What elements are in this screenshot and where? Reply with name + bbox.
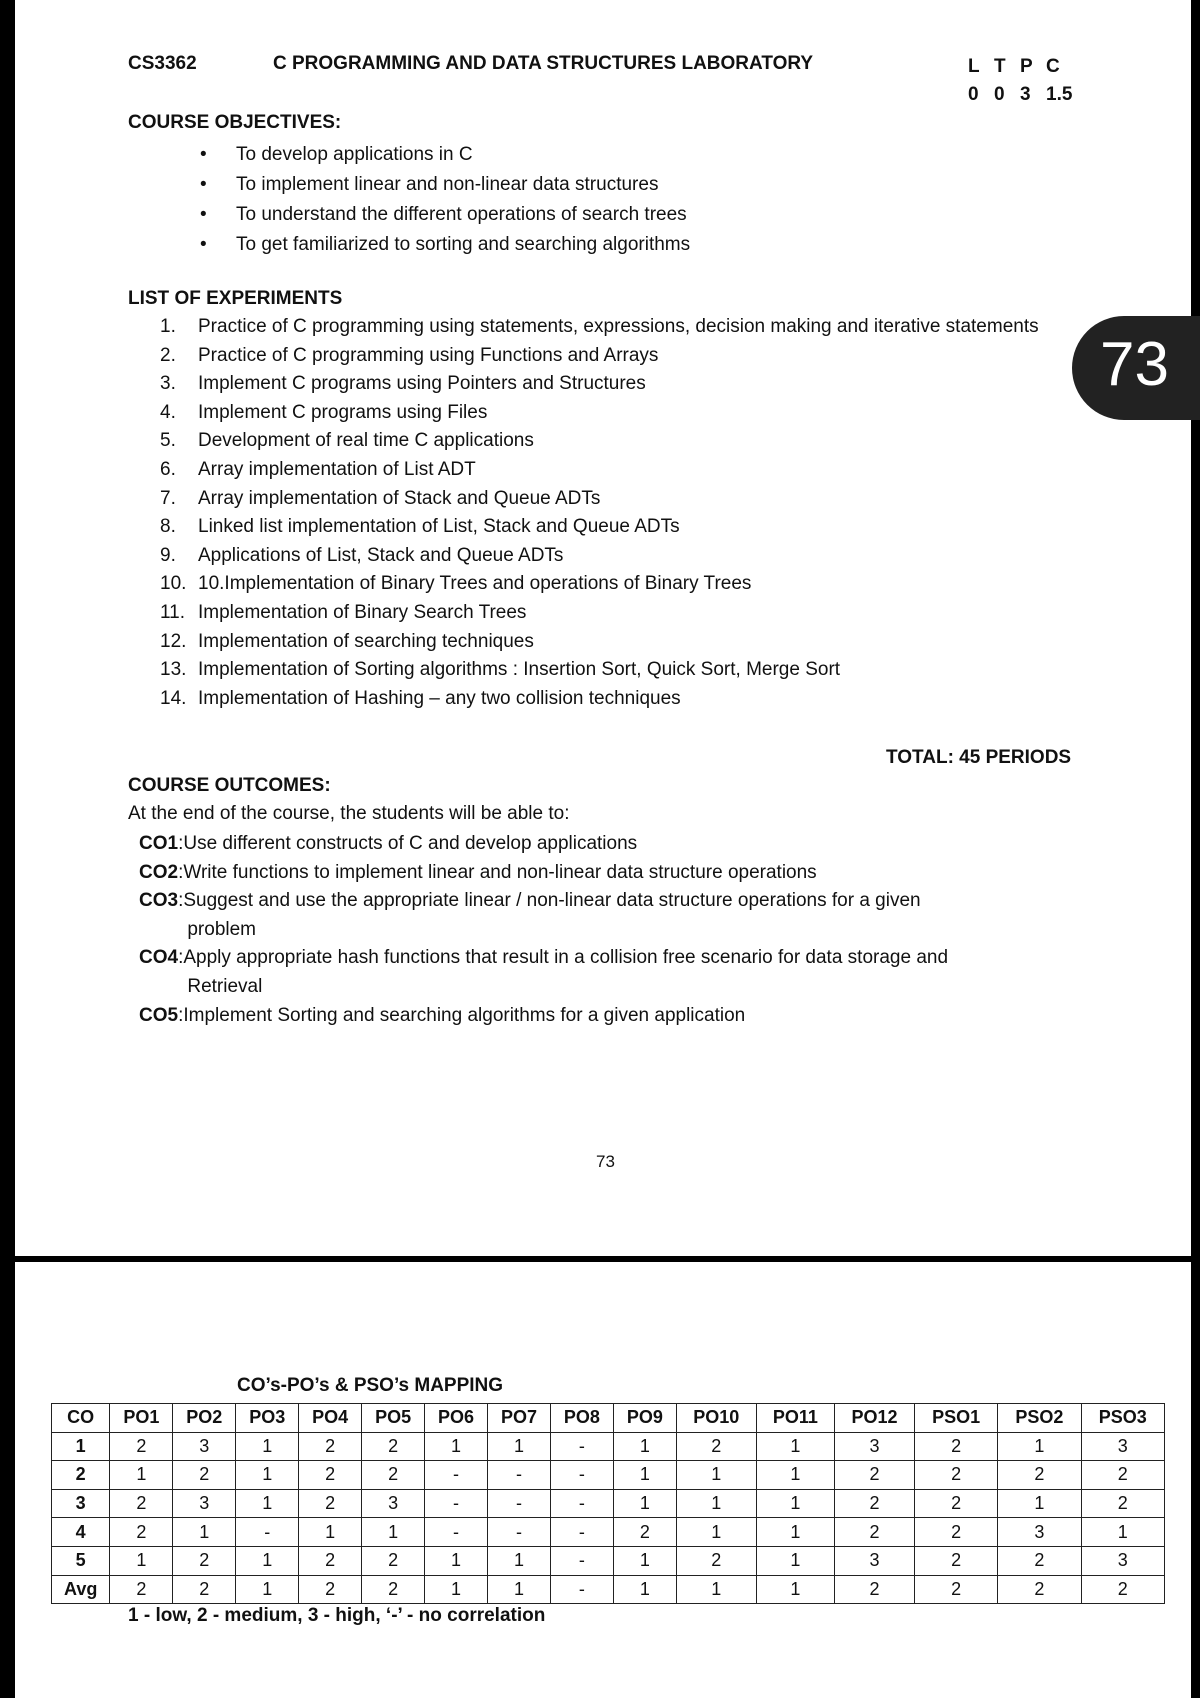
table-cell: - xyxy=(487,1518,550,1547)
row-label-cell: 2 xyxy=(52,1461,110,1490)
table-cell: 1 xyxy=(236,1489,299,1518)
experiment-item xyxy=(160,513,1060,542)
table-row xyxy=(52,1461,1165,1490)
table-cell: 2 xyxy=(1081,1461,1164,1490)
experiment-number: 13. xyxy=(160,659,187,681)
ltpc-labels xyxy=(968,53,1072,81)
experiment-number: 5. xyxy=(160,430,176,452)
table-cell: 2 xyxy=(914,1518,997,1547)
table-cell: 2 xyxy=(173,1575,236,1604)
row-label-cell: 1 xyxy=(52,1432,110,1461)
table-cell: 2 xyxy=(299,1546,362,1575)
experiment-item xyxy=(160,456,1060,485)
experiment-number: 12. xyxy=(160,630,187,652)
mapping-title: CO’s-PO’s & PSO’s MAPPING xyxy=(237,1375,504,1396)
table-cell: 2 xyxy=(834,1489,914,1518)
mapping-header-cell: PO1 xyxy=(110,1404,173,1433)
table-cell: 2 xyxy=(299,1489,362,1518)
ltpc-label: C xyxy=(1046,56,1060,77)
table-cell: 1 xyxy=(299,1518,362,1547)
table-cell: 2 xyxy=(299,1575,362,1604)
experiment-number: 11. xyxy=(160,601,186,623)
table-cell: - xyxy=(550,1432,613,1461)
table-cell: 2 xyxy=(914,1489,997,1518)
table-cell: 2 xyxy=(1081,1489,1164,1518)
table-cell: 1 xyxy=(236,1461,299,1490)
outcome-line: Suggest and use the appropriate linear / non-linear data structure operations for a given xyxy=(183,890,921,912)
course-code: CS3362 xyxy=(128,53,197,74)
experiment-text: Implementation of searching techniques xyxy=(198,630,534,652)
table-cell: 2 xyxy=(914,1432,997,1461)
outcome-line: Implement Sorting and searching algorithms for a given application xyxy=(183,1004,746,1026)
table-row xyxy=(52,1432,1165,1461)
ltpc-label: P xyxy=(1020,56,1033,77)
table-cell: - xyxy=(550,1489,613,1518)
table-row xyxy=(52,1489,1165,1518)
table-cell: 1 xyxy=(487,1432,550,1461)
left-border xyxy=(0,0,15,1698)
experiment-item xyxy=(160,399,1060,428)
table-cell: 3 xyxy=(1081,1432,1164,1461)
objective-item xyxy=(200,230,690,260)
outcome-item xyxy=(139,1002,1085,1031)
table-cell: 2 xyxy=(914,1575,997,1604)
outcome-item xyxy=(139,859,1085,888)
table-cell: 3 xyxy=(834,1546,914,1575)
table-cell: 1 xyxy=(756,1432,834,1461)
table-cell: 2 xyxy=(676,1546,756,1575)
mapping-header-cell: PO6 xyxy=(425,1404,488,1433)
experiment-item xyxy=(160,656,1060,685)
table-cell: 1 xyxy=(613,1546,676,1575)
outcome-item xyxy=(139,944,1085,1001)
table-cell: 2 xyxy=(1081,1575,1164,1604)
experiment-number: 3. xyxy=(160,373,176,395)
experiment-text: Practice of C programming using Functions and Arrays xyxy=(198,344,659,366)
table-cell: 1 xyxy=(425,1546,488,1575)
table-cell: 2 xyxy=(110,1489,173,1518)
outcome-separator: : xyxy=(178,1004,184,1026)
table-cell: - xyxy=(487,1461,550,1490)
table-cell: 3 xyxy=(362,1489,425,1518)
table-cell: 1 xyxy=(425,1575,488,1604)
experiment-item xyxy=(160,599,1060,628)
table-row xyxy=(52,1575,1165,1604)
outcome-code: CO1 xyxy=(139,833,179,854)
ltpc-value: 0 xyxy=(994,84,1005,105)
ltpc-label: T xyxy=(994,56,1006,77)
table-cell: 1 xyxy=(756,1518,834,1547)
outcome-line-continued: Retrieval xyxy=(187,975,263,997)
table-cell: 1 xyxy=(236,1575,299,1604)
objective-text: To get familiarized to sorting and searching algorithms xyxy=(236,234,691,255)
table-cell: 1 xyxy=(756,1489,834,1518)
table-cell: - xyxy=(236,1518,299,1547)
table-cell: - xyxy=(487,1489,550,1518)
experiment-item xyxy=(160,570,1060,599)
mapping-header-cell: PO9 xyxy=(613,1404,676,1433)
experiment-item xyxy=(160,370,1060,399)
table-cell: 1 xyxy=(998,1489,1081,1518)
objectives-heading: COURSE OBJECTIVES: xyxy=(128,112,342,133)
table-cell: 1 xyxy=(110,1461,173,1490)
outcome-text xyxy=(183,944,1085,1001)
experiment-item xyxy=(160,427,1060,456)
table-cell: - xyxy=(425,1489,488,1518)
table-cell: - xyxy=(550,1575,613,1604)
table-cell: 2 xyxy=(362,1575,425,1604)
table-cell: 2 xyxy=(998,1575,1081,1604)
experiments-list xyxy=(160,313,1060,713)
experiment-text: Implement C programs using Pointers and Structures xyxy=(198,373,646,395)
objective-text: To understand the different operations of search trees xyxy=(236,204,687,225)
table-cell: 1 xyxy=(1081,1518,1164,1547)
table-cell: 2 xyxy=(998,1546,1081,1575)
outcome-line: Apply appropriate hash functions that result in a collision free scenario for data storage and xyxy=(183,947,949,969)
table-cell: 2 xyxy=(914,1461,997,1490)
table-cell: 3 xyxy=(173,1489,236,1518)
outcome-line: Use different constructs of C and develop applications xyxy=(183,833,638,854)
row-label-cell: Avg xyxy=(52,1575,110,1604)
table-cell: 2 xyxy=(110,1432,173,1461)
experiment-item xyxy=(160,485,1060,514)
mapping-header-cell: PSO1 xyxy=(914,1404,997,1433)
experiment-number: 4. xyxy=(160,401,176,423)
experiment-text: Implementation of Hashing – any two collision techniques xyxy=(198,687,681,709)
outcome-line: Write functions to implement linear and non-linear data structure operations xyxy=(183,861,817,883)
ltpc-values xyxy=(968,81,1072,109)
table-cell: 1 xyxy=(236,1432,299,1461)
row-label-cell: 3 xyxy=(52,1489,110,1518)
outcome-separator: : xyxy=(178,890,184,912)
experiment-item xyxy=(160,628,1060,657)
table-cell: 1 xyxy=(998,1432,1081,1461)
ltpc-label: L xyxy=(968,56,980,77)
table-cell: 2 xyxy=(110,1575,173,1604)
table-cell: 3 xyxy=(998,1518,1081,1547)
experiment-number: 8. xyxy=(160,516,176,538)
table-cell: 2 xyxy=(173,1546,236,1575)
mapping-header-cell: PSO2 xyxy=(998,1404,1081,1433)
outcomes-list xyxy=(139,830,1085,1030)
table-cell: - xyxy=(550,1461,613,1490)
table-cell: 1 xyxy=(613,1575,676,1604)
outcome-separator: : xyxy=(178,833,184,854)
mapping-header-cell: PO5 xyxy=(362,1404,425,1433)
outcome-item xyxy=(139,830,1085,859)
table-cell: 1 xyxy=(756,1461,834,1490)
table-cell: 1 xyxy=(110,1546,173,1575)
experiment-text: 10.Implementation of Binary Trees and operations of Binary Trees xyxy=(198,573,752,595)
objective-item xyxy=(200,140,690,170)
table-cell: 1 xyxy=(173,1518,236,1547)
table-cell: - xyxy=(550,1518,613,1547)
row-label-cell: 4 xyxy=(52,1518,110,1547)
outcomes-intro: At the end of the course, the students will be able to: xyxy=(128,803,570,824)
outcome-text xyxy=(183,859,1085,888)
outcome-code: CO4 xyxy=(139,947,179,969)
table-cell: 1 xyxy=(676,1461,756,1490)
table-cell: 3 xyxy=(173,1432,236,1461)
experiment-number: 9. xyxy=(160,544,176,566)
ltpc-value: 0 xyxy=(968,84,979,105)
objective-item xyxy=(200,200,690,230)
experiment-number: 14. xyxy=(160,687,187,709)
table-cell: 2 xyxy=(362,1461,425,1490)
experiment-number: 1. xyxy=(160,316,176,337)
experiment-item xyxy=(160,313,1060,342)
objective-item xyxy=(200,170,690,200)
experiment-text: Implement C programs using Files xyxy=(198,401,488,423)
table-cell: 2 xyxy=(998,1461,1081,1490)
objective-text: To implement linear and non-linear data structures xyxy=(236,174,659,195)
table-cell: - xyxy=(425,1461,488,1490)
table-cell: 2 xyxy=(834,1461,914,1490)
mapping-header-cell: PO4 xyxy=(299,1404,362,1433)
ltpc-block xyxy=(968,53,1072,109)
table-cell: 2 xyxy=(834,1575,914,1604)
table-cell: 1 xyxy=(756,1546,834,1575)
table-cell: 1 xyxy=(487,1546,550,1575)
mapping-header-cell: CO xyxy=(52,1404,110,1433)
experiment-number: 2. xyxy=(160,344,176,366)
table-cell: 2 xyxy=(110,1518,173,1547)
page-tab-number: 73 xyxy=(1100,330,1169,399)
table-cell: 1 xyxy=(487,1575,550,1604)
table-cell: 1 xyxy=(613,1432,676,1461)
table-cell: 1 xyxy=(236,1546,299,1575)
table-cell: - xyxy=(425,1518,488,1547)
outcome-code: CO5 xyxy=(139,1004,179,1026)
outcome-item xyxy=(139,887,1085,944)
mapping-header-cell: PO11 xyxy=(756,1404,834,1433)
outcome-separator: : xyxy=(178,947,184,969)
mapping-legend: 1 - low, 2 - medium, 3 - high, ‘-’ - no correlation xyxy=(128,1605,546,1626)
outcome-code: CO3 xyxy=(139,890,179,912)
mapping-header-cell: PO3 xyxy=(236,1404,299,1433)
mapping-header-cell: PO12 xyxy=(834,1404,914,1433)
table-cell: 1 xyxy=(676,1489,756,1518)
page-number: 73 xyxy=(596,1152,615,1171)
experiment-text: Applications of List, Stack and Queue ADTs xyxy=(198,544,564,566)
experiment-number: 7. xyxy=(160,487,176,509)
experiment-text: Development of real time C applications xyxy=(198,430,534,452)
outcome-line-continued: problem xyxy=(187,918,257,940)
table-cell: 1 xyxy=(676,1575,756,1604)
table-cell: 2 xyxy=(362,1546,425,1575)
ltpc-value: 1.5 xyxy=(1046,84,1073,105)
experiment-item xyxy=(160,685,1060,714)
mapping-table xyxy=(51,1403,1165,1604)
table-cell: 2 xyxy=(676,1432,756,1461)
outcome-text xyxy=(183,1002,1085,1031)
bullet-icon: • xyxy=(200,144,207,165)
table-cell: 2 xyxy=(362,1432,425,1461)
outcomes-heading: COURSE OUTCOMES: xyxy=(128,775,331,796)
table-cell: 1 xyxy=(613,1461,676,1490)
experiment-text: Implementation of Sorting algorithms : Insertion Sort, Quick Sort, Merge Sort xyxy=(198,659,841,681)
objective-text: To develop applications in C xyxy=(236,144,473,165)
ltpc-value: 3 xyxy=(1020,84,1031,105)
mapping-header-row xyxy=(52,1404,1165,1433)
table-row xyxy=(52,1546,1165,1575)
table-cell: 1 xyxy=(362,1518,425,1547)
table-row xyxy=(52,1518,1165,1547)
bullet-icon: • xyxy=(200,204,207,225)
table-cell: 2 xyxy=(914,1546,997,1575)
experiments-heading: LIST OF EXPERIMENTS xyxy=(128,288,343,309)
mapping-header-cell: PO7 xyxy=(487,1404,550,1433)
experiment-number: 10. xyxy=(160,573,187,595)
table-cell: 3 xyxy=(1081,1546,1164,1575)
experiment-text: Array implementation of Stack and Queue ADTs xyxy=(198,487,601,509)
mapping-header-cell: PO2 xyxy=(173,1404,236,1433)
table-cell: 2 xyxy=(834,1518,914,1547)
bullet-icon: • xyxy=(200,234,207,255)
mapping-header-cell: PO8 xyxy=(550,1404,613,1433)
mapping-header-cell: PSO3 xyxy=(1081,1404,1164,1433)
table-cell: 1 xyxy=(425,1432,488,1461)
experiment-text: Linked list implementation of List, Stack and Queue ADTs xyxy=(198,516,680,538)
experiment-item xyxy=(160,342,1060,371)
table-cell: 2 xyxy=(173,1461,236,1490)
experiment-text: Array implementation of List ADT xyxy=(198,458,476,480)
table-cell: 2 xyxy=(613,1518,676,1547)
page-tab xyxy=(1072,316,1200,420)
objectives-list xyxy=(200,140,690,260)
table-cell: 1 xyxy=(756,1575,834,1604)
table-cell: 1 xyxy=(676,1518,756,1547)
outcome-separator: : xyxy=(178,861,184,883)
mapping-header-cell: PO10 xyxy=(676,1404,756,1433)
experiment-text: Implementation of Binary Search Trees xyxy=(198,601,527,623)
outcome-text xyxy=(183,887,1085,944)
experiment-text: Practice of C programming using statements, expressions, decision making and iterative statements xyxy=(198,316,1039,337)
row-label-cell: 5 xyxy=(52,1546,110,1575)
table-cell: 1 xyxy=(613,1489,676,1518)
experiment-item xyxy=(160,542,1060,571)
table-cell: 2 xyxy=(299,1461,362,1490)
total-periods: TOTAL: 45 PERIODS xyxy=(886,747,1072,768)
outcome-code: CO2 xyxy=(139,861,179,883)
course-title: C PROGRAMMING AND DATA STRUCTURES LABORATORY xyxy=(273,53,814,74)
table-cell: - xyxy=(550,1546,613,1575)
experiment-number: 6. xyxy=(160,458,176,480)
right-border xyxy=(1191,0,1200,1698)
bullet-icon: • xyxy=(200,174,207,195)
outcome-text xyxy=(183,830,1085,859)
page-divider xyxy=(0,1256,1200,1262)
table-cell: 2 xyxy=(299,1432,362,1461)
table-cell: 3 xyxy=(834,1432,914,1461)
